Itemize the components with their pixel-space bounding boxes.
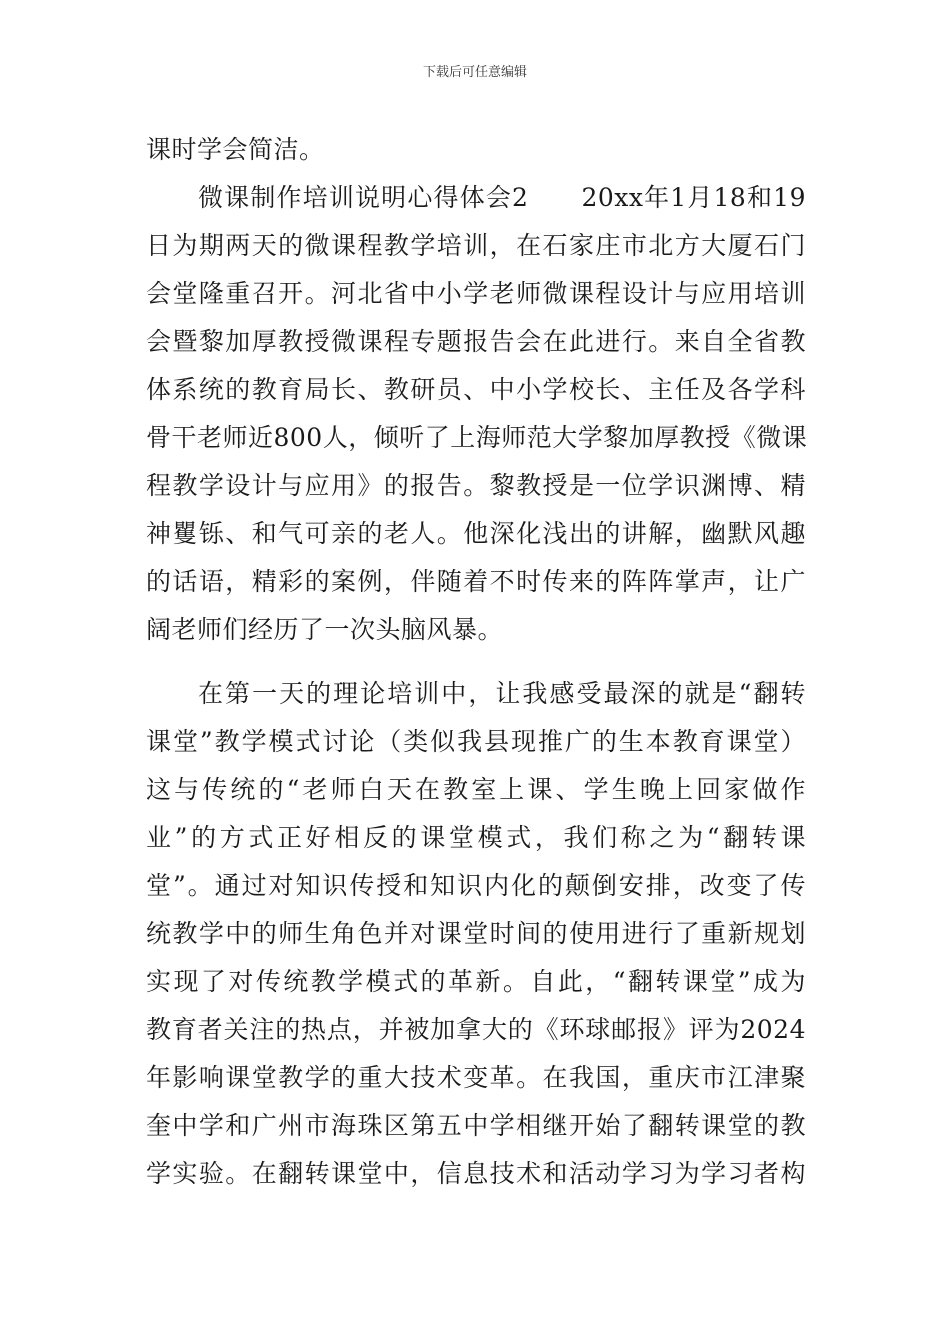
text-line: 这与传统的“老师白天在教室上课、学生晚上回家做作 [146, 775, 806, 804]
text-line: 年影响课堂教学的重大技术变革。在我国，重庆市江津聚 [146, 1063, 806, 1092]
text-line: 骨干老师近800人，倾听了上海师范大学黎加厚教授《微课 [146, 423, 808, 452]
text-line: 日为期两天的微课程教学培训，在石家庄市北方大厦石门 [146, 231, 806, 260]
text-line: 教育者关注的热点，并被加拿大的《环球邮报》评为2024 [146, 1015, 806, 1044]
text-line: 统教学中的师生角色并对课堂时间的使用进行了重新规划 [146, 919, 806, 948]
text-line: 体系统的教育局长、教研员、中小学校长、主任及各学科 [146, 375, 806, 404]
text-line: 课堂”教学模式讨论（类似我县现推广的生本教育课堂） [146, 727, 806, 756]
page-header: 下载后可任意编辑 [422, 65, 527, 80]
text-line: 会暨黎加厚教授微课程专题报告会在此进行。来自全省教 [146, 327, 806, 356]
text-line: 实现了对传统教学模式的革新。自此，“翻转课堂”成为 [146, 967, 806, 996]
text-line: 的话语，精彩的案例，伴随着不时传来的阵阵掌声，让广 [146, 567, 806, 596]
text-line: 奎中学和广州市海珠区第五中学相继开始了翻转课堂的教 [146, 1111, 806, 1140]
text-line: 会堂隆重召开。河北省中小学老师微课程设计与应用培训 [146, 279, 806, 308]
text-line: 在第一天的理论培训中，让我感受最深的就是“翻转 [198, 679, 806, 708]
text-line: 微课制作培训说明心得体会2 20xx年1月18和19 [198, 183, 806, 212]
text-line: 程教学设计与应用》的报告。黎教授是一位学识渊博、精 [146, 471, 806, 500]
text-line: 堂”。通过对知识传授和知识内化的颠倒安排，改变了传 [146, 871, 806, 900]
text-line: 业”的方式正好相反的课堂模式，我们称之为“翻转课 [146, 823, 806, 852]
text-line: 神矍铄、和气可亲的老人。他深化浅出的讲解，幽默风趣 [146, 519, 806, 548]
text-line: 学实验。在翻转课堂中，信息技术和活动学习为学习者构 [146, 1159, 806, 1188]
text-line: 课时学会简洁。 [146, 135, 325, 164]
text-line: 阔老师们经历了一次头脑风暴。 [146, 615, 504, 644]
